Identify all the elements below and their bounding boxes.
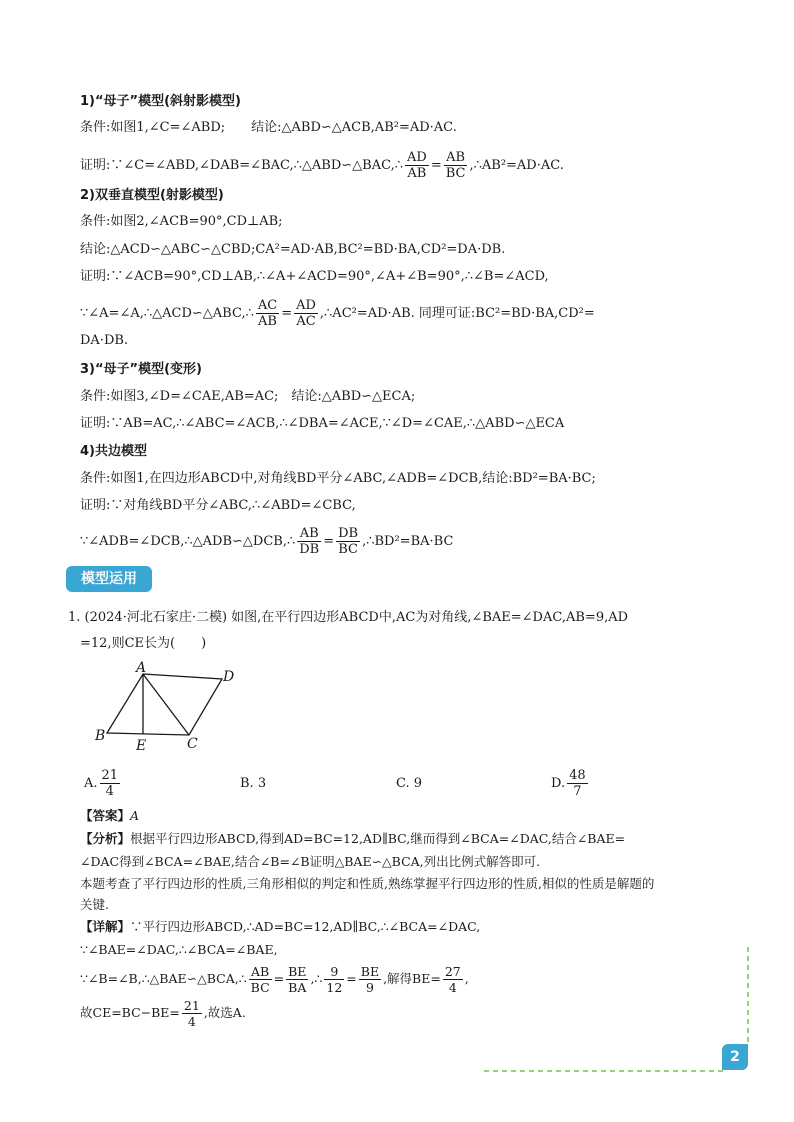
fraction: $\frac{DB}{BC}$ xyxy=(338,526,359,557)
label-b: B xyxy=(95,728,106,744)
section-4-proof-2: ∵∠ADB=∠DCB,∴△ADB∽△DCB,∴ $\frac{AB}{DB}$ = $\frac{DB}{BC}$ ,∴BD²=BA·BC xyxy=(80,526,454,557)
section-3-title: 3)“母子”模型(变形) xyxy=(80,362,202,377)
section-2-conclusion: 结论:△ACD∽△ABC∽△CBD;CA²=AD·AB,BC²=BD·BA,CD²=DA·DB. xyxy=(80,242,506,257)
option-b[interactable]: B. 3 xyxy=(240,776,267,791)
detail-line-3: ∵∠B=∠B,∴△BAE∽△BCA,∴ $\frac{AB}{BC}$ = $\frac{BE}{BA}$ ,∴ $\frac{9}{12}$ = $\frac{BE}{9}$ ,解得BE= $\frac{27}{4}$ , xyxy=(80,964,469,995)
question-line-2: =12,则CE长为( ) xyxy=(80,636,207,651)
section-badge: 模型运用 xyxy=(66,566,152,592)
section-4-title: 4)共边模型 xyxy=(80,444,147,459)
fraction: $\frac{AB}{DB}$ xyxy=(299,526,320,557)
section-1-title: 1)“母子”模型(斜射影模型) xyxy=(80,94,241,109)
section-2-title: 2)双垂直模型(射影模型) xyxy=(80,188,224,203)
option-d[interactable]: D. $\frac{48}{7}$ xyxy=(551,768,586,799)
parallelogram-figure xyxy=(92,660,252,752)
detail-line-4: 故CE=BC−BE= $\frac{21}{4}$ ,故选A. xyxy=(80,998,246,1029)
answer-line: 【答案】A xyxy=(80,808,140,823)
question-line-1: 1. (2024·河北石家庄·二模) 如图,在平行四边形ABCD中,AC为对角线,∠BAE=∠DAC,AB=9,AD xyxy=(68,610,629,625)
section-3-proof: 证明:∵AB=AC,∴∠ABC=∠ACB,∴∠DBA=∠ACE,∵∠D=∠CAE,∴△ABD∽△ECA xyxy=(80,416,565,431)
analysis-line-3: 本题考查了平行四边形的性质,三角形相似的判定和性质,熟练掌握平行四边形的性质,相似的性质是解题的 xyxy=(80,876,655,891)
section-3-condition: 条件:如图3,∠D=∠CAE,AB=AC; 结论:△ABD∽△ECA; xyxy=(80,389,416,404)
fraction: $\frac{AD}{AB}$ xyxy=(407,150,427,181)
label-e: E xyxy=(136,738,147,752)
fraction: $\frac{AC}{AB}$ xyxy=(257,298,278,329)
analysis-line-4: 关键. xyxy=(80,897,109,912)
section-1-proof: 证明:∵∠C=∠ABD,∠DAB=∠BAC,∴△ABD∽△BAC,∴ $\frac{AD}{AB}$ = $\frac{AB}{BC}$ ,∴AB²=AD·AC. xyxy=(80,150,564,181)
detail-line-1: 【详解】∵平行四边形ABCD,∴AD=BC=12,AD∥BC,∴∠BCA=∠DAC, xyxy=(80,919,481,934)
section-2-condition: 条件:如图2,∠ACB=90°,CD⊥AB; xyxy=(80,214,283,229)
section-2-proof-3: DA·DB. xyxy=(80,333,129,348)
fraction: $\frac{AD}{AC}$ xyxy=(296,298,316,329)
section-1-condition: 条件:如图1,∠C=∠ABD; 结论:△ABD∽△ACB,AB²=AD·AC. xyxy=(80,120,457,135)
section-4-condition: 条件:如图1,在四边形ABCD中,对角线BD平分∠ABC,∠ADB=∠DCB,结论:BD²=BA·BC; xyxy=(80,471,596,486)
section-4-proof-1: 证明:∵对角线BD平分∠ABC,∴∠ABD=∠CBC, xyxy=(80,498,356,513)
analysis-line-1: 【分析】根据平行四边形ABCD,得到AD=BC=12,AD∥BC,继而得到∠BCA=∠DAC,结合∠BAE= xyxy=(80,831,626,846)
detail-line-2: ∵∠BAE=∠DAC,∴∠BCA=∠BAE, xyxy=(80,942,278,957)
label-a: A xyxy=(136,660,147,676)
analysis-line-2: ∠DAC得到∠BCA=∠BAE,结合∠B=∠B证明△BAE∽△BCA,列出比例式解答即可. xyxy=(80,854,541,869)
section-2-proof-2: ∵∠A=∠A,∴△ACD∽△ABC,∴ $\frac{AC}{AB}$ = $\frac{AD}{AC}$ ,∴AC²=AD·AB. 同理可证:BC²=BD·BA,CD²= xyxy=(80,298,595,329)
option-a[interactable]: A. $\frac{21}{4}$ xyxy=(84,768,119,799)
page-number: 2 xyxy=(722,1044,748,1070)
option-c[interactable]: C. 9 xyxy=(396,776,423,791)
page-corner-decoration xyxy=(480,945,760,1080)
section-2-proof-1: 证明:∵∠ACB=90°,CD⊥AB,∴∠A+∠ACD=90°,∠A+∠B=90°,∴∠B=∠ACD, xyxy=(80,269,549,284)
fraction: $\frac{AB}{BC}$ xyxy=(445,150,466,181)
label-c: C xyxy=(187,736,198,752)
label-d: D xyxy=(223,669,235,685)
